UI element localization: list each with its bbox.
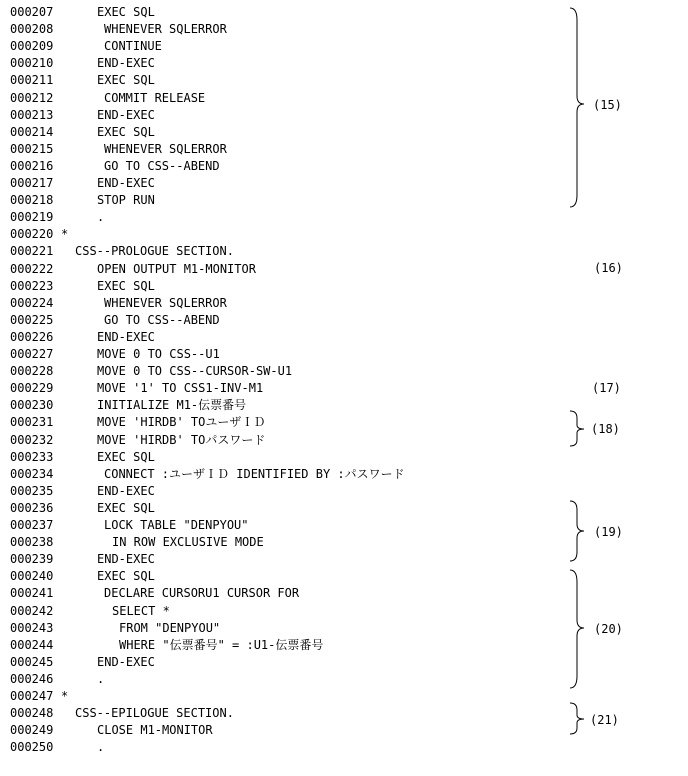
line-number: 000210 xyxy=(10,56,54,71)
code-text: END-EXEC xyxy=(97,552,155,567)
line-number: 000226 xyxy=(10,329,54,344)
line-number: 000211 xyxy=(10,73,54,88)
line-number: 000233 xyxy=(10,449,54,464)
code-text: EXEC SQL xyxy=(97,449,155,464)
code-text: SELECT * xyxy=(112,603,170,618)
line-number: 000221 xyxy=(10,244,54,259)
code-text: EXEC SQL xyxy=(97,569,155,584)
note-21: (21) xyxy=(590,713,619,727)
code-text: . xyxy=(97,671,105,686)
line-number: 000231 xyxy=(10,415,54,430)
code-text: . xyxy=(97,740,105,755)
code-text: END-EXEC xyxy=(97,329,155,344)
code-text: END-EXEC xyxy=(97,483,155,498)
code-text: EXEC SQL xyxy=(97,278,155,293)
note-18: (18) xyxy=(591,422,620,436)
code-text: CSS--EPILOGUE SECTION. xyxy=(75,706,234,721)
line-number: 000250 xyxy=(10,740,54,755)
line-number: 000208 xyxy=(10,22,54,37)
line-number: 000230 xyxy=(10,398,54,413)
code-text: EXEC SQL xyxy=(97,500,155,515)
code-text: DECLARE CURSORU1 CURSOR FOR xyxy=(104,586,300,601)
line-number: 000243 xyxy=(10,620,54,635)
note-16: (16) xyxy=(594,261,623,275)
code-text: MOVE 'HIRDB' TOパスワード xyxy=(97,432,266,447)
line-number: 000223 xyxy=(10,278,54,293)
code-text: EXEC SQL xyxy=(97,73,155,88)
line-number: 000246 xyxy=(10,671,54,686)
code-text: LOCK TABLE "DENPYOU" xyxy=(104,518,249,532)
code-text: CLOSE M1-MONITOR xyxy=(97,723,213,738)
note-20: (20) xyxy=(594,622,623,636)
code-text: STOP RUN xyxy=(97,193,155,208)
line-number: 000245 xyxy=(10,654,54,669)
code-text: MOVE 'HIRDB' TOユーザＩＤ xyxy=(97,415,266,430)
code-text: GO TO CSS--ABEND xyxy=(104,312,220,327)
line-number: 000212 xyxy=(10,90,54,105)
note-17: (17) xyxy=(592,381,621,395)
line-number: 000238 xyxy=(10,535,54,550)
line-number: 000240 xyxy=(10,569,54,584)
line-number: 000239 xyxy=(10,552,54,567)
code-text: END-EXEC xyxy=(97,654,155,669)
code-text: MOVE 0 TO CSS--CURSOR-SW-U1 xyxy=(97,364,293,379)
line-number: 000227 xyxy=(10,347,54,361)
code-text: WHENEVER SQLERROR xyxy=(104,295,227,310)
line-number: 000234 xyxy=(10,466,54,481)
code-text: CONNECT :ユーザＩＤ IDENTIFIED BY :パスワード xyxy=(104,466,405,481)
line-number: 000241 xyxy=(10,586,54,601)
line-number: 000207 xyxy=(10,5,54,19)
line-number: 000235 xyxy=(10,483,54,498)
code-text: * xyxy=(61,227,69,242)
line-number: 000228 xyxy=(10,364,54,379)
code-text: EXEC SQL xyxy=(97,124,155,139)
line-number: 000222 xyxy=(10,261,54,276)
line-number: 000220 xyxy=(10,227,54,242)
line-number: 000248 xyxy=(10,706,54,721)
line-number: 000218 xyxy=(10,193,54,208)
code-text: INITIALIZE M1-伝票番号 xyxy=(97,398,247,413)
line-number: 000249 xyxy=(10,723,54,738)
line-number: 000215 xyxy=(10,141,54,156)
line-number: 000236 xyxy=(10,500,54,515)
code-text: CONTINUE xyxy=(104,39,162,54)
line-number: 000209 xyxy=(10,39,54,54)
code-text: . xyxy=(97,210,105,225)
line-number: 000244 xyxy=(10,637,54,652)
line-number: 000224 xyxy=(10,295,54,310)
line-number: 000237 xyxy=(10,518,54,532)
code-text: MOVE 0 TO CSS--U1 xyxy=(97,347,220,361)
code-text: MOVE '1' TO CSS1-INV-M1 xyxy=(97,381,264,396)
code-text: WHENEVER SQLERROR xyxy=(104,141,227,156)
code-text: CSS--PROLOGUE SECTION. xyxy=(75,244,234,259)
note-19: (19) xyxy=(594,525,623,539)
note-15: (15) xyxy=(593,98,622,112)
line-number: 000229 xyxy=(10,381,54,396)
code-text: END-EXEC xyxy=(97,56,155,71)
code-text: COMMIT RELEASE xyxy=(104,90,206,105)
code-text: * xyxy=(61,689,69,703)
code-text: EXEC SQL xyxy=(97,5,155,19)
code-text: END-EXEC xyxy=(97,176,155,190)
code-text: OPEN OUTPUT M1-MONITOR xyxy=(97,261,256,276)
code-text: WHENEVER SQLERROR xyxy=(104,22,227,37)
line-number: 000232 xyxy=(10,432,54,447)
code-text: END-EXEC xyxy=(97,107,155,122)
code-text: IN ROW EXCLUSIVE MODE xyxy=(112,535,264,550)
line-number: 000216 xyxy=(10,158,54,173)
code-text: FROM "DENPYOU" xyxy=(119,620,221,635)
line-number: 000217 xyxy=(10,176,54,190)
code-text: GO TO CSS--ABEND xyxy=(104,158,220,173)
line-number: 000219 xyxy=(10,210,54,225)
line-number: 000247 xyxy=(10,689,54,703)
line-number: 000213 xyxy=(10,107,54,122)
code-text: WHERE "伝票番号" = :U1-伝票番号 xyxy=(119,637,324,652)
line-number: 000214 xyxy=(10,124,54,139)
line-number: 000225 xyxy=(10,312,54,327)
line-number: 000242 xyxy=(10,603,54,618)
